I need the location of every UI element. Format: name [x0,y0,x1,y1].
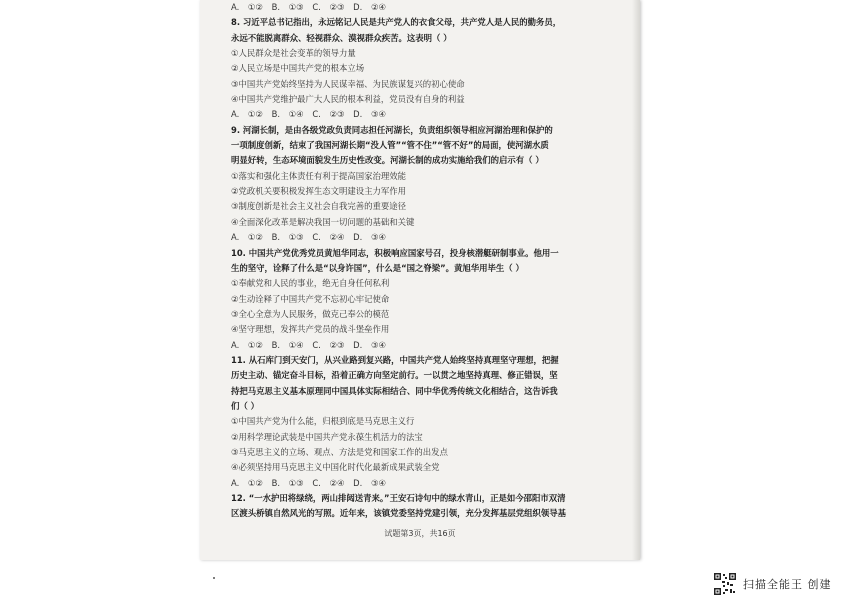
statement-item: ④中国共产党维护最广大人民的根本利益，党员没有自身的利益 [231,94,465,105]
page-content [231,0,621,522]
statement-item: ④全面深化改革是解决我国一切问题的基础和关键 [231,216,415,227]
watermark-text: 扫描全能王 创建 [743,578,832,591]
question-text: 一项制度创新，结束了我国河湖长期“没人管”“管不住”“管不好”的局面，使河湖水质 [231,140,549,151]
statement-item: ③马克思主义的立场、观点、方法是党和国家工作的出发点 [231,446,448,457]
question-11: 11. 从石库门到天安门，从兴业路到复兴路，中国共产党人始终坚持真理坚守理想，把握 [231,354,559,365]
question-text: 持把马克思主义基本原理同中国具体实际相结合、同中华优秀传统文化相结合，这告诉我 [231,385,558,396]
answer-options: A. ①② B. ①③ C. ②③ D. ②④ [231,2,386,12]
statement-item: ④必须坚持用马克思主义中国化时代化最新成果武装全党 [231,462,440,473]
question-9: 9. 河湖长制，是由各级党政负责同志担任河湖长，负责组织领导相应河湖治理和保护的 [231,124,553,135]
statement-item: ③中国共产党始终坚持为人民谋幸福、为民族谋复兴的初心使命 [231,78,465,89]
qr-code-icon [713,572,737,596]
question-text: 历史主动、锚定奋斗目标，沿着正确方向坚定前行。一以贯之地坚持真理、修正错误，坚 [231,370,558,381]
statement-item: ①人民群众是社会变革的领导力量 [231,48,356,59]
answer-options: A. ①② B. ①④ C. ②③ D. ③④ [231,109,386,120]
statement-item: ③全心全意为人民服务，做克己奉公的模范 [231,308,390,319]
question-text: 们（ ） [231,400,260,411]
answer-options: A. ①② B. ①④ C. ②③ D. ③④ [231,339,386,350]
exam-page [200,0,640,560]
question-text: 生的坚守，诠释了什么是“以身许国”，什么是“国之脊梁”。黄旭华用毕生（ ） [231,262,524,273]
question-8: 8. 习近平总书记指出，永远铭记人民是共产党人的衣食父母，共产党人是人民的勤务员， [231,17,562,28]
answer-options: A. ①② B. ①③ C. ②④ D. ③④ [231,232,386,243]
statement-item: ①奉献党和人民的事业，绝无自身任何私利 [231,278,390,289]
statement-item: ②人民立场是中国共产党的根本立场 [231,63,365,74]
statement-item: ③制度创新是社会主义社会自我完善的重要途径 [231,201,407,212]
question-12: 12. “一水护田将绿绕，两山排闼送青来。”王安石诗句中的绿水青山，正是如今邵阳市双清 [231,493,566,503]
statement-item: ①落实和强化主体责任有利于提高国家治理效能 [231,170,407,181]
question-text: 永远不能脱离群众、轻视群众、漠视群众疾苦。这表明（ ） [231,32,452,43]
answer-options: A. ①② B. ①③ C. ②④ D. ③④ [231,477,386,488]
statement-item: ②用科学理论武装是中国共产党永葆生机活力的法宝 [231,431,423,442]
statement-item: ②生动诠释了中国共产党不忘初心牢记使命 [231,293,390,304]
statement-item: ②党政机关要积极发挥生态文明建设主力军作用 [231,186,407,197]
statement-item: ④坚守理想，发挥共产党员的战斗堡垒作用 [231,324,390,335]
question-text: 明显好转，生态环境面貌发生历史性改变。河湖长制的成功实施给我们的启示有（ ） [231,155,544,166]
scanner-watermark [713,571,832,597]
question-10: 10. 中国共产党优秀党员黄旭华同志，积极响应国家号召，投身核潜艇研制事业。他用一 [231,247,559,258]
page-footer: 试题第3页，共16页 [384,529,456,538]
question-text: 区渡头桥镇自然风光的写照。近年来，该镇党委坚持党建引领，充分发挥基层党组织领导基 [231,508,566,519]
scan-speck [213,577,215,579]
statement-item: ①中国共产党为什么能，归根到底是马克思主义行 [231,416,415,427]
